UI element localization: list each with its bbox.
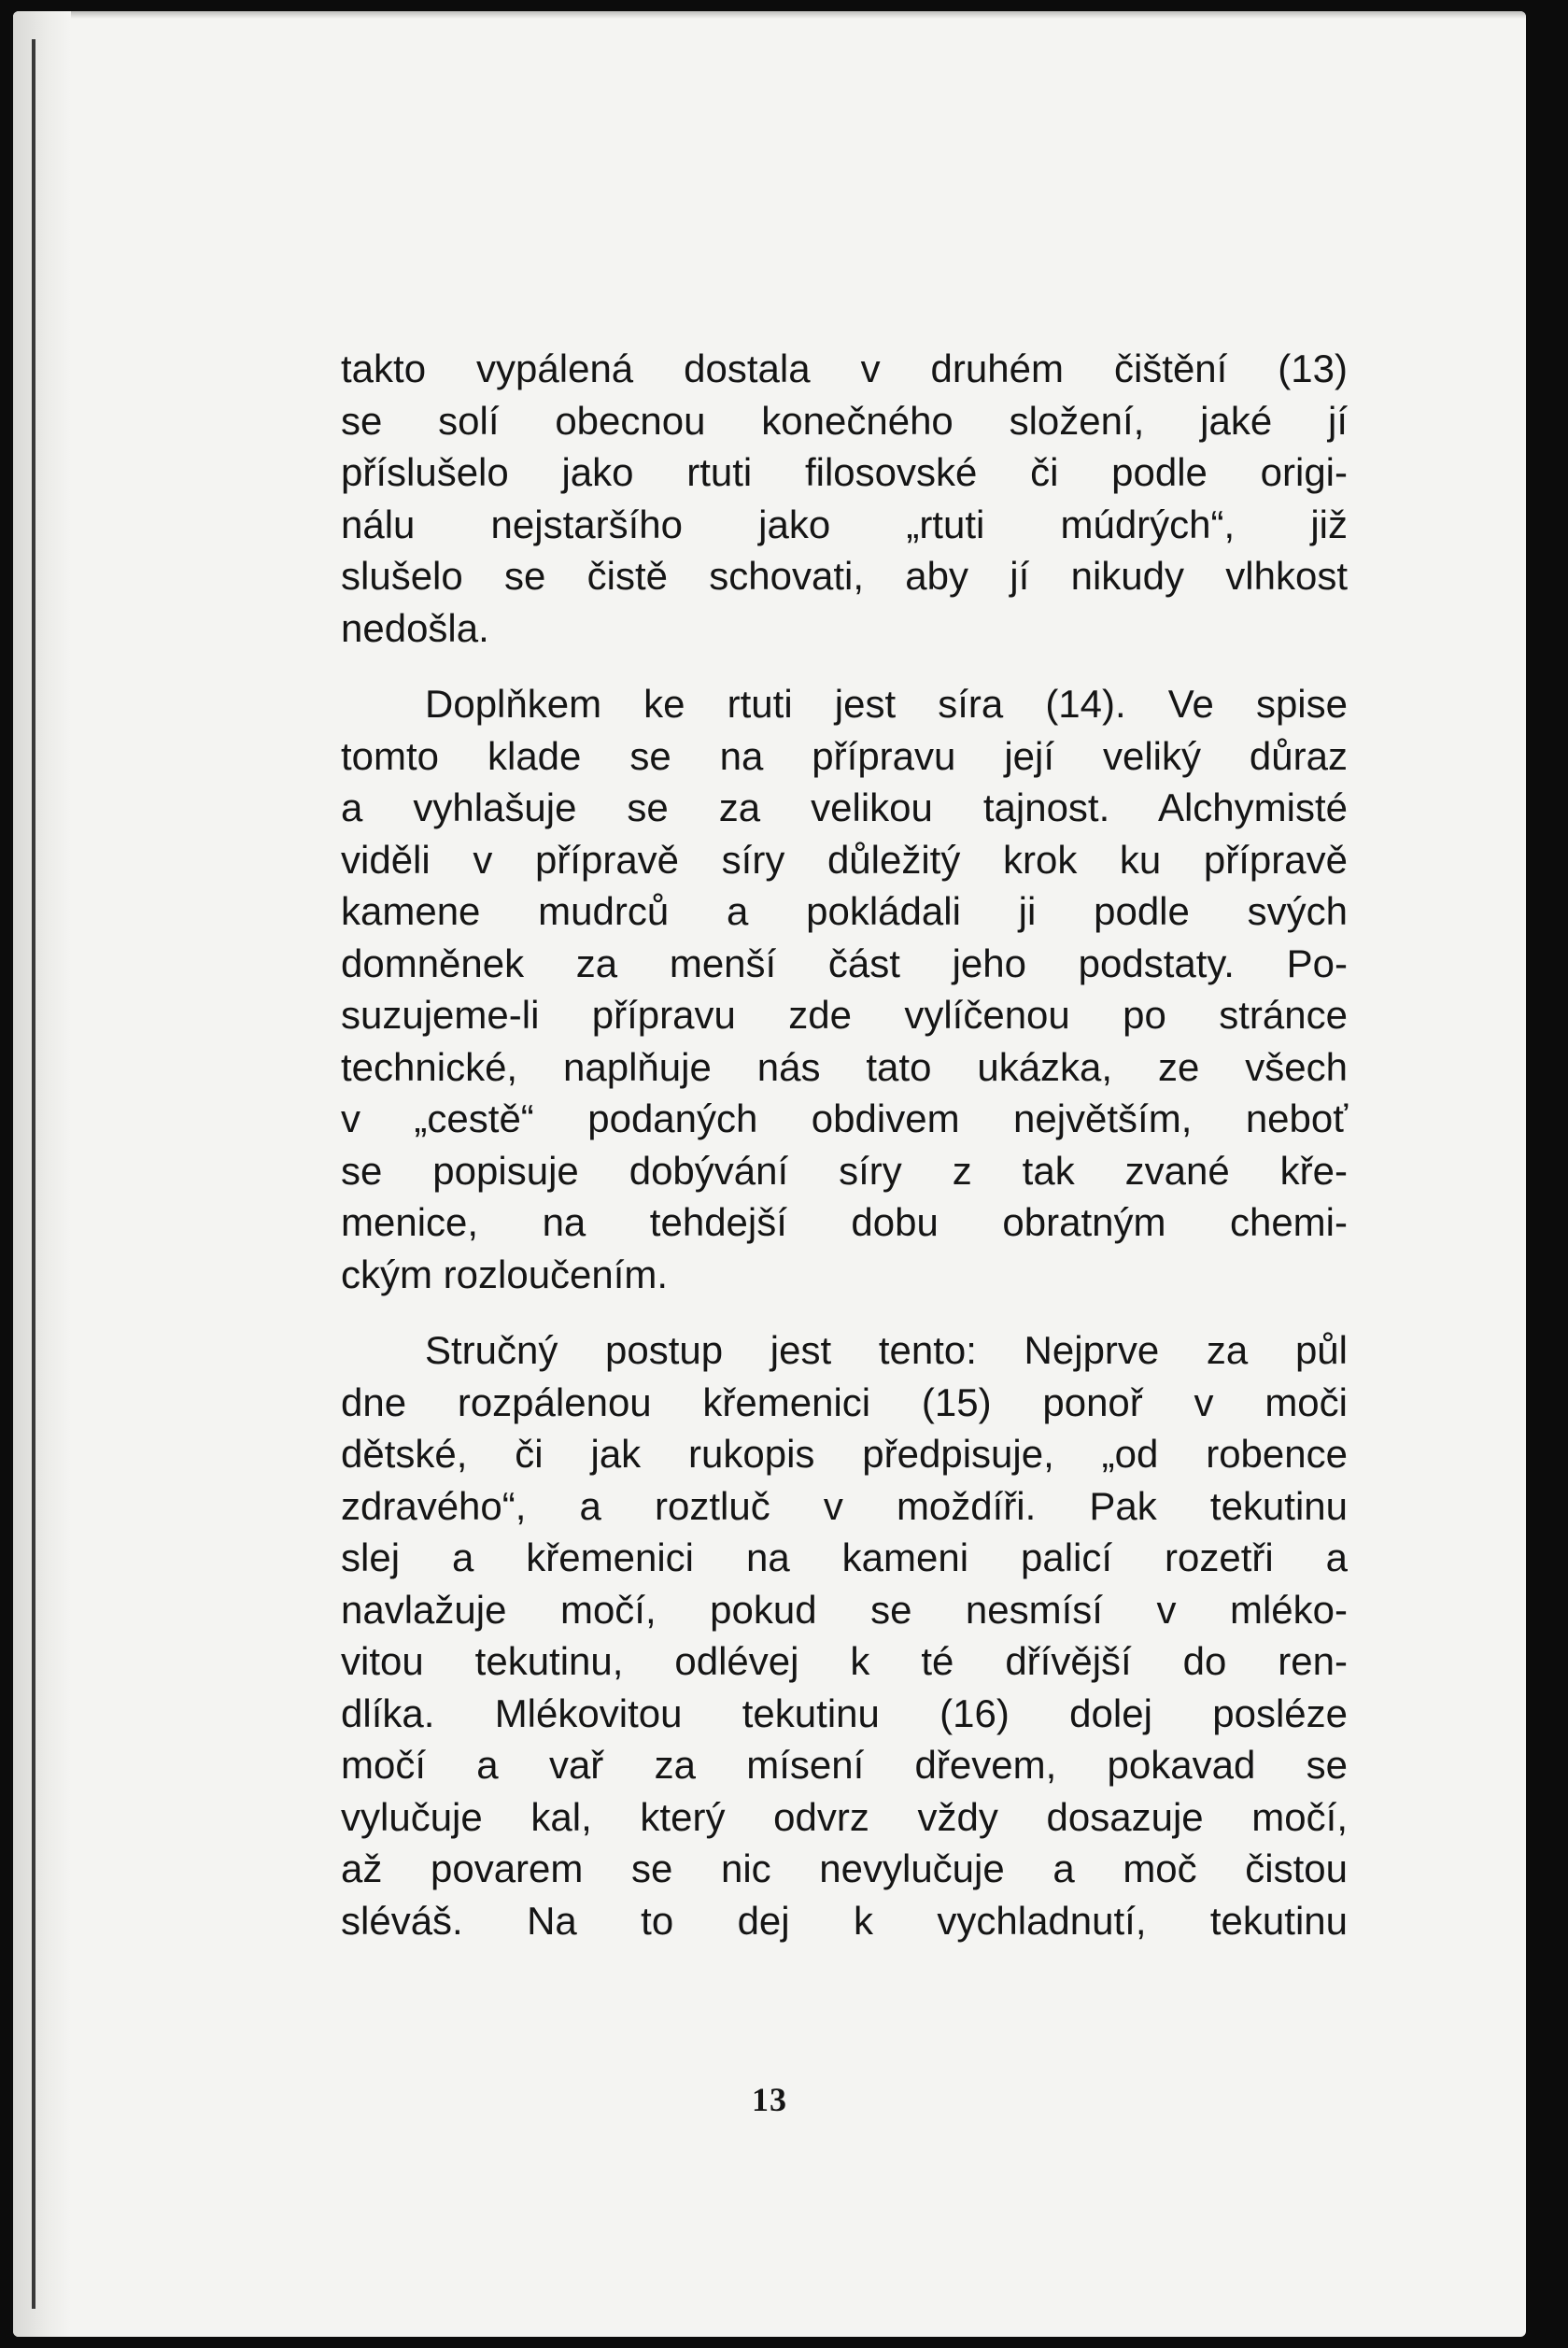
text-line: ckým rozloučením. bbox=[341, 1252, 669, 1296]
text-line: dlíka. Mlékovitou tekutinu (16) dolej posléze bbox=[341, 1690, 1348, 1735]
binding-line bbox=[32, 39, 35, 2309]
text-line: takto vypálená dostala v druhém čištění (13) bbox=[341, 347, 1348, 390]
text-line: se solí obecnou konečného složení, jaké jí bbox=[341, 398, 1348, 443]
text-line: Stručný postup jest tento: Nejprve za půl bbox=[425, 1328, 1348, 1372]
text-line: slušelo se čistě schovati, aby jí nikudy vlhkost bbox=[341, 554, 1348, 598]
text-line: se popisuje dobývání síry z tak zvané kře- bbox=[341, 1148, 1348, 1193]
binding-edge bbox=[13, 11, 71, 2337]
text-line: tomto klade se na přípravu její veliký důraz bbox=[341, 733, 1348, 778]
paragraph-1 bbox=[341, 343, 1348, 654]
paragraph-gap bbox=[341, 1300, 1348, 1324]
text-line: domněnek za menší část jeho podstaty. Po- bbox=[341, 941, 1348, 985]
page-number: 13 bbox=[752, 2081, 787, 2118]
text-line: dne rozpálenou křemenici (15) ponoř v moči bbox=[341, 1379, 1348, 1424]
text-line: příslušelo jako rtuti filosovské či podle origi- bbox=[341, 450, 1348, 494]
text-line: a vyhlašuje se za velikou tajnost. Alchymisté bbox=[341, 785, 1348, 829]
text-line: močí a vař za mísení dřevem, pokavad se bbox=[341, 1743, 1348, 1787]
paragraph-2 bbox=[341, 678, 1348, 1300]
book-page bbox=[13, 11, 1526, 2337]
page-top-edge bbox=[13, 11, 1526, 19]
text-line: dětské, či jak rukopis předpisuje, „od robence bbox=[341, 1432, 1348, 1476]
text-line: suzujeme-li přípravu zde vylíčenou po stránce bbox=[341, 993, 1348, 1037]
text-line: Doplňkem ke rtuti jest síra (14). Ve spise bbox=[425, 682, 1348, 726]
text-line: menice, na tehdejší dobu obratným chemi- bbox=[341, 1200, 1348, 1244]
text-line: sléváš. Na to dej k vychladnutí, tekutinu bbox=[341, 1898, 1348, 1943]
body-text bbox=[341, 343, 1348, 1946]
text-line: nedošla. bbox=[341, 605, 489, 650]
text-line: navlažuje močí, pokud se nesmísí v mléko- bbox=[341, 1587, 1348, 1632]
text-line: nálu nejstaršího jako „rtuti múdrých“, již bbox=[341, 502, 1348, 546]
text-line: vitou tekutinu, odlévej k té dřívější do ren- bbox=[341, 1639, 1348, 1683]
text-line: slej a křemenici na kameni palicí rozetři a bbox=[341, 1535, 1348, 1579]
text-line: v „cestě“ podaných obdivem největším, neboť bbox=[341, 1096, 1348, 1140]
text-line: až povarem se nic nevylučuje a moč čistou bbox=[341, 1846, 1348, 1890]
text-line: zdravého“, a roztluč v moždíři. Pak tekutinu bbox=[341, 1483, 1348, 1528]
text-line: technické, naplňuje nás tato ukázka, ze všech bbox=[341, 1044, 1348, 1089]
paragraph-3 bbox=[341, 1324, 1348, 1946]
paragraph-gap bbox=[341, 654, 1348, 678]
text-line: viděli v přípravě síry důležitý krok ku přípravě bbox=[341, 837, 1348, 882]
text-line: kamene mudrců a pokládali ji podle svých bbox=[341, 889, 1348, 933]
text-line: vylučuje kal, který odvrz vždy dosazuje močí, bbox=[341, 1794, 1348, 1839]
